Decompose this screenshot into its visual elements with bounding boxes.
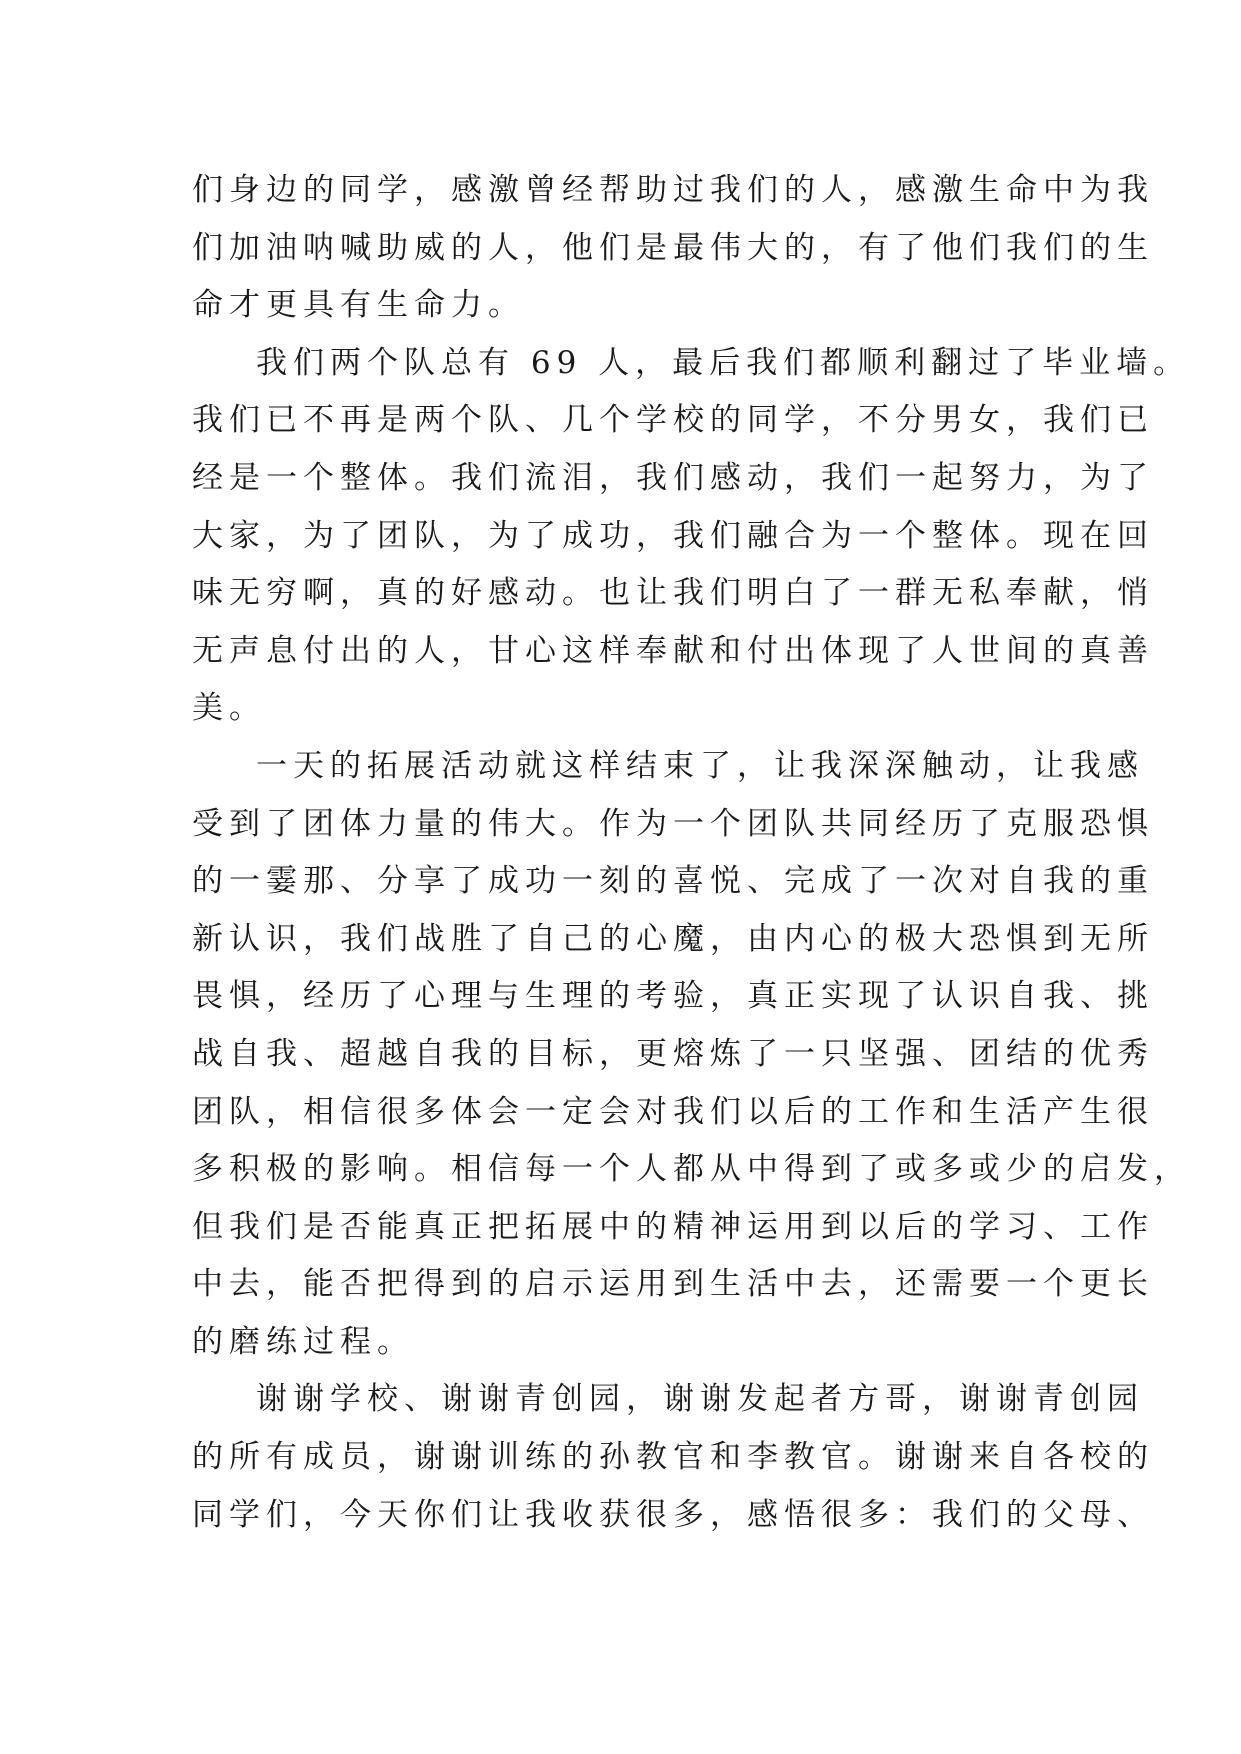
text-line: 的所有成员，谢谢训练的孙教官和李教官。谢谢来自各校的 bbox=[192, 1439, 1154, 1476]
text-line: 谢谢学校、谢谢青创园，谢谢发起者方哥，谢谢青创园 bbox=[256, 1381, 1144, 1418]
paragraph-1 bbox=[192, 162, 1154, 335]
text-line: 经是一个整体。我们流泪，我们感动，我们一起努力，为了 bbox=[192, 459, 1154, 496]
text-line: 的一霎那、分享了成功一刻的喜悦、完成了一次对自我的重 bbox=[192, 863, 1154, 900]
paragraph-3 bbox=[192, 738, 1191, 1372]
text-line: 团队，相信很多体会一定会对我们以后的工作和生活产生很 bbox=[192, 1093, 1154, 1130]
text-line: 我们已不再是两个队、几个学校的同学，不分男女，我们已 bbox=[192, 402, 1154, 439]
text-line: 我们两个队总有 69 人，最后我们都顺利翻过了毕业墙。 bbox=[256, 344, 1191, 381]
text-line: 受到了团体力量的伟大。作为一个团队共同经历了克服恐惧 bbox=[192, 805, 1154, 842]
text-line: 们加油呐喊助威的人，他们是最伟大的，有了他们我们的生 bbox=[192, 229, 1154, 266]
paragraph-2 bbox=[192, 335, 1191, 738]
text-line: 战自我、超越自我的目标，更熔炼了一只坚强、团结的优秀 bbox=[192, 1035, 1154, 1072]
text-line: 的磨练过程。 bbox=[192, 1323, 414, 1360]
text-line: 美。 bbox=[192, 690, 266, 727]
document-body bbox=[192, 162, 1191, 1544]
text-line: 一天的拓展活动就这样结束了，让我深深触动，让我感 bbox=[256, 747, 1144, 784]
text-line: 多积极的影响。相信每一个人都从中得到了或多或少的启发， bbox=[192, 1151, 1191, 1188]
text-line: 命才更具有生命力。 bbox=[192, 287, 525, 324]
text-line: 无声息付出的人，甘心这样奉献和付出体现了人世间的真善 bbox=[192, 632, 1154, 669]
text-line: 但我们是否能真正把拓展中的精神运用到以后的学习、工作 bbox=[192, 1208, 1154, 1245]
text-line: 新认识，我们战胜了自己的心魔，由内心的极大恐惧到无所 bbox=[192, 920, 1154, 957]
text-line: 味无穷啊，真的好感动。也让我们明白了一群无私奉献，悄 bbox=[192, 575, 1154, 612]
text-line: 们身边的同学，感激曾经帮助过我们的人，感激生命中为我 bbox=[192, 172, 1154, 208]
text-line: 畏惧，经历了心理与生理的考验，真正实现了认识自我、挑 bbox=[192, 978, 1154, 1015]
text-line: 大家，为了团队，为了成功，我们融合为一个整体。现在回 bbox=[192, 517, 1154, 554]
paragraph-4 bbox=[192, 1371, 1154, 1544]
text-line: 中去，能否把得到的启示运用到生活中去，还需要一个更长 bbox=[192, 1266, 1154, 1303]
text-line: 同学们，今天你们让我收获很多，感悟很多：我们的父母、 bbox=[192, 1496, 1154, 1533]
